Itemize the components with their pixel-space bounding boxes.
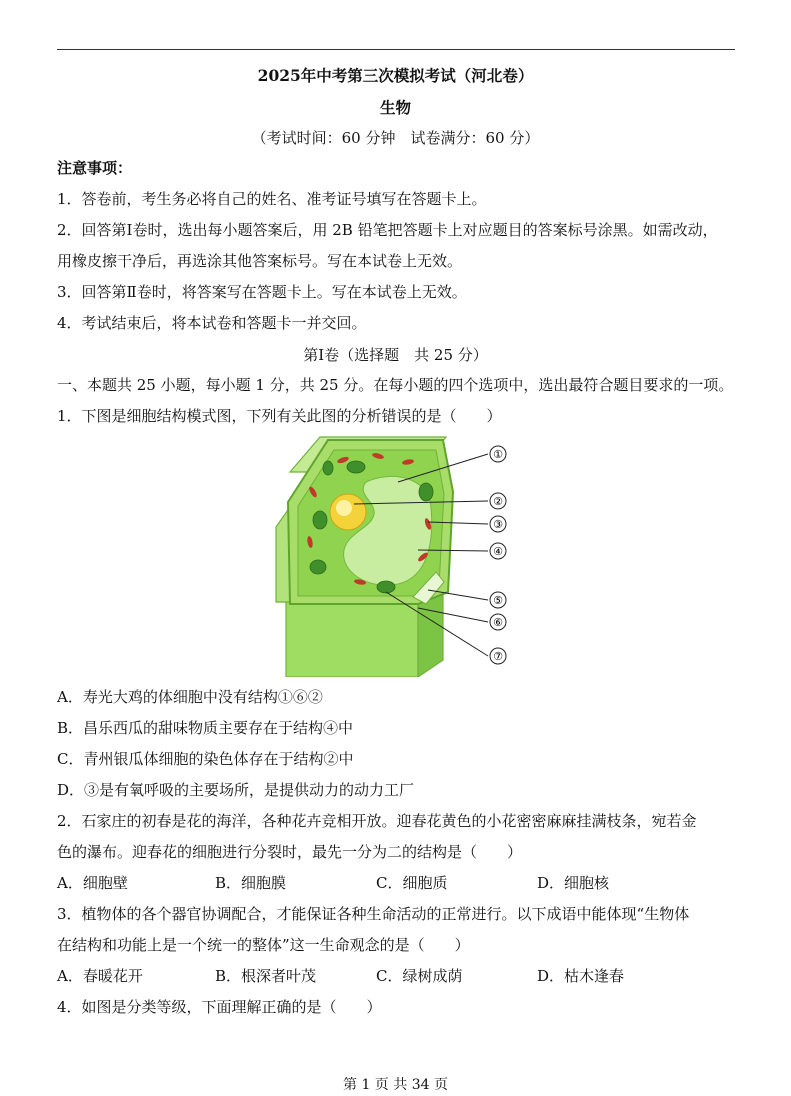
q1-option-c: C．青州银瓜体细胞的染色体存在于结构②中: [57, 750, 354, 768]
q2-stem-line-1: 2．石家庄的初春是花的海洋，各种花卉竞相开放。迎春花黄色的小花密密麻麻挂满枝条，宛若金: [57, 812, 697, 830]
section-title: 第Ⅰ卷（选择题 共 25 分）: [303, 346, 488, 364]
q3-option-c: C．绿树成荫: [376, 967, 463, 985]
figure-label-1: [490, 446, 506, 462]
section-instruction: 一、本题共 25 小题，每小题 1 分，共 25 分。在每小题的四个选项中，选出最符合题目要求的一项。: [57, 376, 734, 394]
exam-subject: 生物: [379, 98, 411, 117]
nucleolus: [336, 500, 352, 516]
notice-item-1: 1．答卷前，考生务必将自己的姓名、准考证号填写在答题卡上。: [57, 190, 487, 208]
svg-text:①: ①: [493, 448, 503, 461]
exam-title: 2025年中考第三次模拟考试（河北卷）: [257, 66, 534, 85]
svg-text:③: ③: [493, 518, 503, 531]
page-footer: 第 1 页 共 34 页: [343, 1077, 448, 1093]
q1-option-d: D．③是有氧呼吸的主要场所，是提供动力的动力工厂: [57, 781, 415, 799]
notice-item-2-cont: 用橡皮擦干净后，再选涂其他答案标号。写在本试卷上无效。: [57, 252, 463, 270]
exam-info: （考试时间：60 分钟 试卷满分：60 分）: [251, 129, 540, 147]
q3-option-b: B．根深者叶茂: [215, 967, 317, 985]
figure-label-6: [490, 614, 506, 630]
q1-option-a: A．寿光大鸡的体细胞中没有结构①⑥②: [57, 688, 323, 706]
svg-text:⑤: ⑤: [493, 594, 503, 607]
q2-option-d: D．细胞核: [537, 874, 610, 892]
figure-label-3: [490, 516, 506, 532]
svg-text:④: ④: [493, 545, 503, 558]
figure-label-7: [490, 648, 506, 664]
figure-label-2: [490, 493, 506, 509]
top-rule: [57, 49, 735, 50]
notice-item-3: 3．回答第Ⅱ卷时，将答案写在答题卡上。写在本试卷上无效。: [57, 283, 467, 301]
svg-text:⑥: ⑥: [493, 616, 503, 629]
q3-option-a: A．春暖花开: [57, 967, 143, 985]
q1-stem: 1．下图是细胞结构模式图，下列有关此图的分析错误的是（ ）: [57, 407, 502, 425]
notice-item-4: 4．考试结束后，将本试卷和答题卡一并交回。: [57, 314, 367, 332]
cell-structure-figure: [268, 432, 516, 677]
svg-text:⑦: ⑦: [493, 650, 503, 663]
figure-label-4: [490, 543, 506, 559]
q3-stem-line-1: 3．植物体的各个器官协调配合，才能保证各种生命活动的正常进行。以下成语中能体现“生物体: [57, 905, 690, 923]
q2-option-a: A．细胞壁: [57, 874, 128, 892]
figure-label-5: [490, 592, 506, 608]
q1-option-b: B．昌乐西瓜的甜味物质主要存在于结构④中: [57, 719, 354, 737]
lower-cell-front: [286, 602, 418, 677]
svg-text:②: ②: [493, 495, 503, 508]
q2-option-c: C．细胞质: [376, 874, 448, 892]
q4-stem: 4．如图是分类等级，下面理解正确的是（ ）: [57, 998, 382, 1016]
q3-option-d: D．枯木逢春: [537, 967, 625, 985]
q2-option-b: B．细胞膜: [215, 874, 287, 892]
q3-stem-line-2: 在结构和功能上是一个统一的整体”这一生命观念的是（ ）: [57, 936, 470, 954]
q2-stem-line-2: 色的瀑布。迎春花的细胞进行分裂时，最先一分为二的结构是（ ）: [57, 843, 523, 861]
notice-item-2: 2．回答第Ⅰ卷时，选出每小题答案后，用 2B 铅笔把答题卡上对应题目的答案标号涂黑。如需改动，: [57, 221, 718, 239]
notice-heading: 注意事项：: [57, 159, 133, 177]
